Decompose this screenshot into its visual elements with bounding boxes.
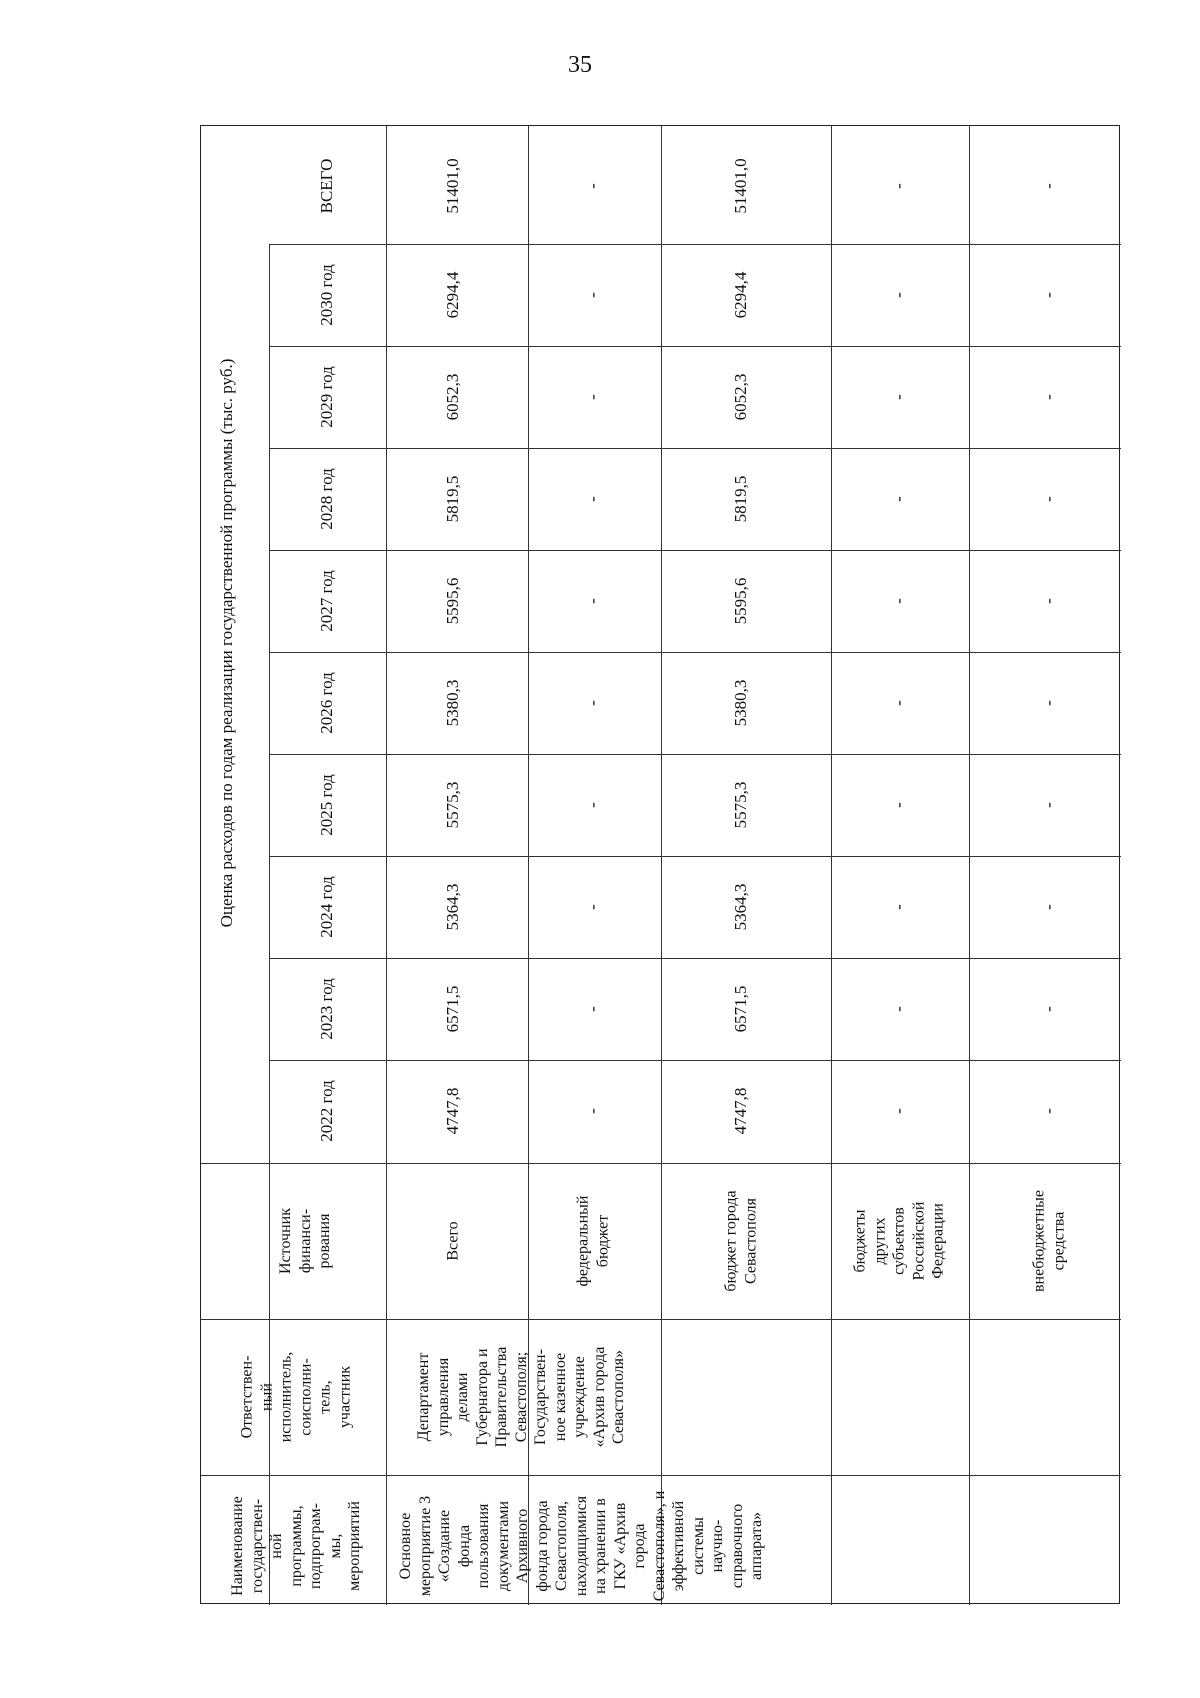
hline-name (201, 1475, 1121, 1476)
value-cell-1-2: - (583, 904, 602, 910)
value-cell-0-6: 5819,5 (443, 475, 462, 523)
value-cell-1-6: - (583, 496, 602, 502)
value-cell-1-3: - (583, 802, 602, 808)
value-cell-2-0: 4747,8 (731, 1087, 750, 1135)
value-cell-0-7: 6052,3 (443, 373, 462, 421)
value-cell-0-9: 51401,0 (443, 158, 462, 214)
value-cell-2-2: 5364,3 (731, 883, 750, 931)
value-cell-2-9: 51401,0 (731, 158, 750, 214)
value-cell-3-6: - (889, 496, 908, 502)
hline-year-5 (269, 652, 1121, 653)
value-cell-3-2: - (889, 904, 908, 910)
value-cell-0-4: 5380,3 (443, 679, 462, 727)
year-header-8: 2030 год (317, 264, 336, 326)
value-cell-4-2: - (1039, 904, 1058, 910)
vline-row-city (661, 126, 662, 1605)
value-cell-4-1: - (1039, 1006, 1058, 1012)
year-header-2: 2024 год (317, 876, 336, 938)
hline-year-8 (269, 958, 1121, 959)
value-cell-3-7: - (889, 394, 908, 400)
page-number: 35 (568, 52, 592, 78)
value-cell-4-8: - (1039, 292, 1058, 298)
hline-executor (201, 1319, 1121, 1320)
value-cell-4-7: - (1039, 394, 1058, 400)
year-header-4: 2026 год (317, 672, 336, 734)
value-cell-2-8: 6294,4 (731, 271, 750, 319)
hline-year-4 (269, 550, 1121, 551)
value-cell-4-6: - (1039, 496, 1058, 502)
executor-cell: Департамент управления делами Губернатора и Правительства Севастополя; Государствен- ное казенное учреждение «Архив города Севастополя» (414, 1346, 627, 1448)
name-header: Наименование государствен- ной программы, подпрограм- мы, мероприятий (228, 1496, 363, 1596)
executor-header: Ответствен- ный исполнитель, соисполни- тель, участник (238, 1351, 353, 1443)
value-cell-1-5: - (583, 598, 602, 604)
source-cell-2: бюджет города Севастополя (722, 1190, 759, 1292)
value-cell-0-1: 6571,5 (443, 985, 462, 1033)
hline-year-7 (269, 856, 1121, 857)
value-cell-1-7: - (583, 394, 602, 400)
value-cell-2-4: 5380,3 (731, 679, 750, 727)
hline-year-6 (269, 754, 1121, 755)
vline-row-regions (831, 126, 832, 1605)
value-cell-4-3: - (1039, 802, 1058, 808)
source-cell-3: бюджеты других субъектов Российской Федерации (851, 1201, 947, 1281)
value-cell-2-1: 6571,5 (731, 985, 750, 1033)
value-cell-3-9: - (889, 183, 908, 189)
value-cell-2-5: 5595,6 (731, 577, 750, 625)
value-cell-2-7: 6052,3 (731, 373, 750, 421)
hline-year-2 (269, 346, 1121, 347)
source-header: Источник финанси- рования (276, 1208, 333, 1274)
value-cell-1-9: - (583, 183, 602, 189)
value-cell-3-3: - (889, 802, 908, 808)
vline-row-all (386, 126, 387, 1605)
hline-year-9 (269, 1060, 1121, 1061)
value-cell-0-3: 5575,3 (443, 781, 462, 829)
value-cell-2-6: 5819,5 (731, 475, 750, 523)
budget-table (200, 125, 1120, 1604)
value-cell-3-0: - (889, 1108, 908, 1114)
year-header-9: ВСЕГО (317, 158, 336, 214)
year-header-3: 2025 год (317, 774, 336, 836)
value-cell-3-1: - (889, 1006, 908, 1012)
value-cell-1-8: - (583, 292, 602, 298)
source-cell-1: федеральный бюджет (574, 1195, 611, 1287)
value-cell-3-8: - (889, 292, 908, 298)
value-cell-0-5: 5595,6 (443, 577, 462, 625)
activity-name-cell: Основное мероприятие 3 «Создание фонда пользования документами Архивного фонда города Севастополя, находящимися на хранении в ГКУ «Архив города Севастополя», и эффективной системы научно- справочного аппарата» (396, 1490, 765, 1602)
year-header-0: 2022 год (317, 1080, 336, 1142)
source-cell-0: Всего (444, 1221, 462, 1261)
value-cell-3-5: - (889, 598, 908, 604)
value-cell-4-0: - (1039, 1108, 1058, 1114)
value-cell-0-8: 6294,4 (443, 271, 462, 319)
year-header-1: 2023 год (317, 978, 336, 1040)
value-cell-2-3: 5575,3 (731, 781, 750, 829)
vline-row-offbudget (969, 126, 970, 1605)
value-cell-0-2: 5364,3 (443, 883, 462, 931)
costs-header: Оценка расходов по годам реализации государственной программы (тыс. руб.) (217, 358, 236, 928)
year-header-6: 2028 год (317, 468, 336, 530)
year-header-7: 2029 год (317, 366, 336, 428)
value-cell-0-0: 4747,8 (443, 1087, 462, 1135)
value-cell-1-4: - (583, 700, 602, 706)
hline-year-1 (269, 244, 1121, 245)
source-cell-4: внебюджетные средства (1030, 1190, 1067, 1292)
hline-year-10 (201, 1163, 1121, 1164)
value-cell-4-4: - (1039, 700, 1058, 706)
value-cell-1-1: - (583, 1006, 602, 1012)
year-header-5: 2027 год (317, 570, 336, 632)
hline-year-3 (269, 448, 1121, 449)
value-cell-4-9: - (1039, 183, 1058, 189)
value-cell-4-5: - (1039, 598, 1058, 604)
value-cell-1-0: - (583, 1108, 602, 1114)
value-cell-3-4: - (889, 700, 908, 706)
